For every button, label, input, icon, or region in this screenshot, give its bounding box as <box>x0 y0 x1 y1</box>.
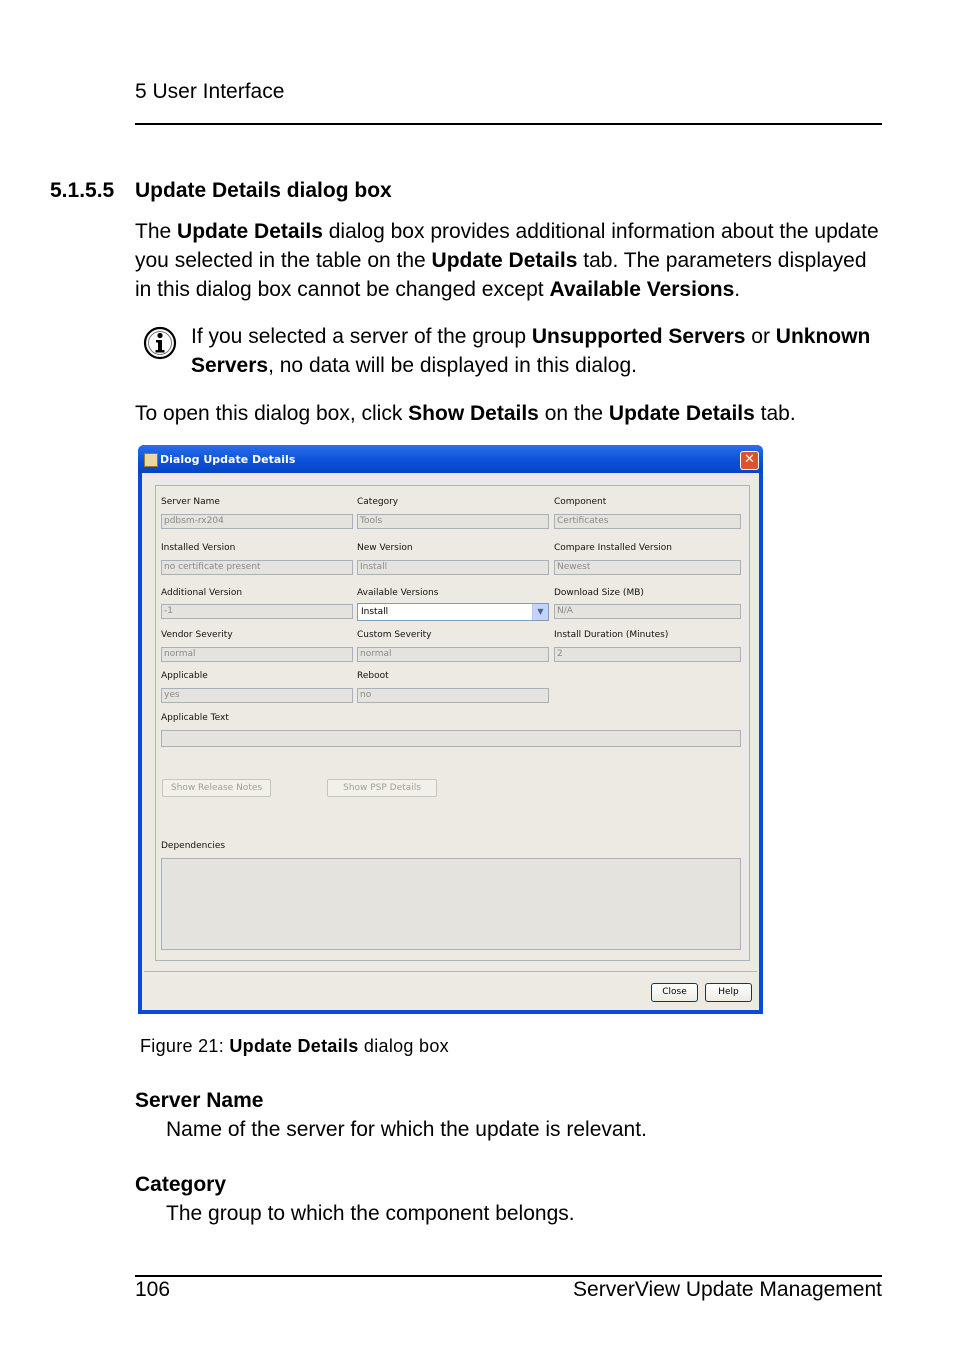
applicable-text-label: Applicable Text <box>161 713 229 723</box>
reboot-field: no <box>357 688 549 703</box>
compare-installed-version-field: Newest <box>554 560 741 575</box>
new-version-field: Install <box>357 560 549 575</box>
download-size-label: Download Size (MB) <box>554 588 644 598</box>
dialog-title: Dialog Update Details <box>160 453 296 466</box>
install-duration-label: Install Duration (Minutes) <box>554 630 669 640</box>
info-icon <box>142 325 178 361</box>
dependencies-label: Dependencies <box>161 841 226 851</box>
available-versions-value: Install <box>361 607 389 617</box>
chevron-down-icon[interactable]: ▼ <box>532 604 548 620</box>
vendor-severity-label: Vendor Severity <box>161 630 233 640</box>
figure-caption: Figure 21: Update Details dialog box <box>140 1036 449 1056</box>
java-cup-icon <box>144 453 158 467</box>
server-name-label: Server Name <box>161 497 220 507</box>
installed-version-label: Installed Version <box>161 543 236 553</box>
applicable-text-field <box>161 730 741 747</box>
header-rule <box>135 123 882 125</box>
update-details-dialog <box>138 445 763 1014</box>
document-title: ServerView Update Management <box>573 1278 882 1301</box>
installed-version-field: no certificate present <box>161 560 353 575</box>
download-size-field: N/A <box>554 604 741 619</box>
available-versions-select[interactable] <box>357 603 549 621</box>
footer-rule <box>135 1275 882 1277</box>
running-header: 5 User Interface <box>135 80 285 103</box>
show-release-notes-button[interactable]: Show Release Notes <box>162 779 271 797</box>
additional-version-field: -1 <box>161 604 353 619</box>
section-number: 5.1.5.5 <box>50 179 115 202</box>
category-label: Category <box>357 497 399 507</box>
available-versions-label: Available Versions <box>357 588 439 598</box>
help-button[interactable]: Help <box>705 983 752 1002</box>
dialog-title-bar[interactable] <box>138 445 763 473</box>
install-duration-field: 2 <box>554 647 741 662</box>
new-version-label: New Version <box>357 543 413 553</box>
definition-term: Category <box>135 1173 227 1196</box>
dialog-body <box>142 473 759 1010</box>
dialog-separator <box>144 971 757 972</box>
applicable-field: yes <box>161 688 353 703</box>
details-panel <box>155 485 750 961</box>
component-field: Certificates <box>554 514 741 529</box>
close-icon[interactable]: ✕ <box>740 451 759 470</box>
additional-version-label: Additional Version <box>161 588 243 598</box>
server-name-field: pdbsm-rx204 <box>161 514 353 529</box>
custom-severity-label: Custom Severity <box>357 630 432 640</box>
category-field: Tools <box>357 514 549 529</box>
custom-severity-field: normal <box>357 647 549 662</box>
vendor-severity-field: normal <box>161 647 353 662</box>
reboot-label: Reboot <box>357 671 389 681</box>
dependencies-area <box>161 858 741 950</box>
section-title: Update Details dialog box <box>135 179 392 202</box>
intro-paragraph: The Update Details dialog box provides additional information about the update you selected in the table on the Update Details tab. The parameters displayed in this dialog box cannot be changed except Available Versions. <box>135 220 879 301</box>
open-instruction: To open this dialog box, click Show Details on the Update Details tab. <box>135 402 796 425</box>
page-number: 106 <box>135 1278 171 1301</box>
note-text: If you selected a server of the group Unsupported Servers or Unknown Servers, no data will be displayed in this dialog. <box>191 325 871 377</box>
show-psp-details-button[interactable]: Show PSP Details <box>327 779 437 797</box>
definition-description: The group to which the component belongs. <box>166 1202 575 1225</box>
definition-term: Server Name <box>135 1089 264 1112</box>
compare-installed-version-label: Compare Installed Version <box>554 543 672 553</box>
component-label: Component <box>554 497 607 507</box>
definition-description: Name of the server for which the update is relevant. <box>166 1118 647 1141</box>
applicable-label: Applicable <box>161 671 208 681</box>
close-button[interactable]: Close <box>651 983 698 1002</box>
